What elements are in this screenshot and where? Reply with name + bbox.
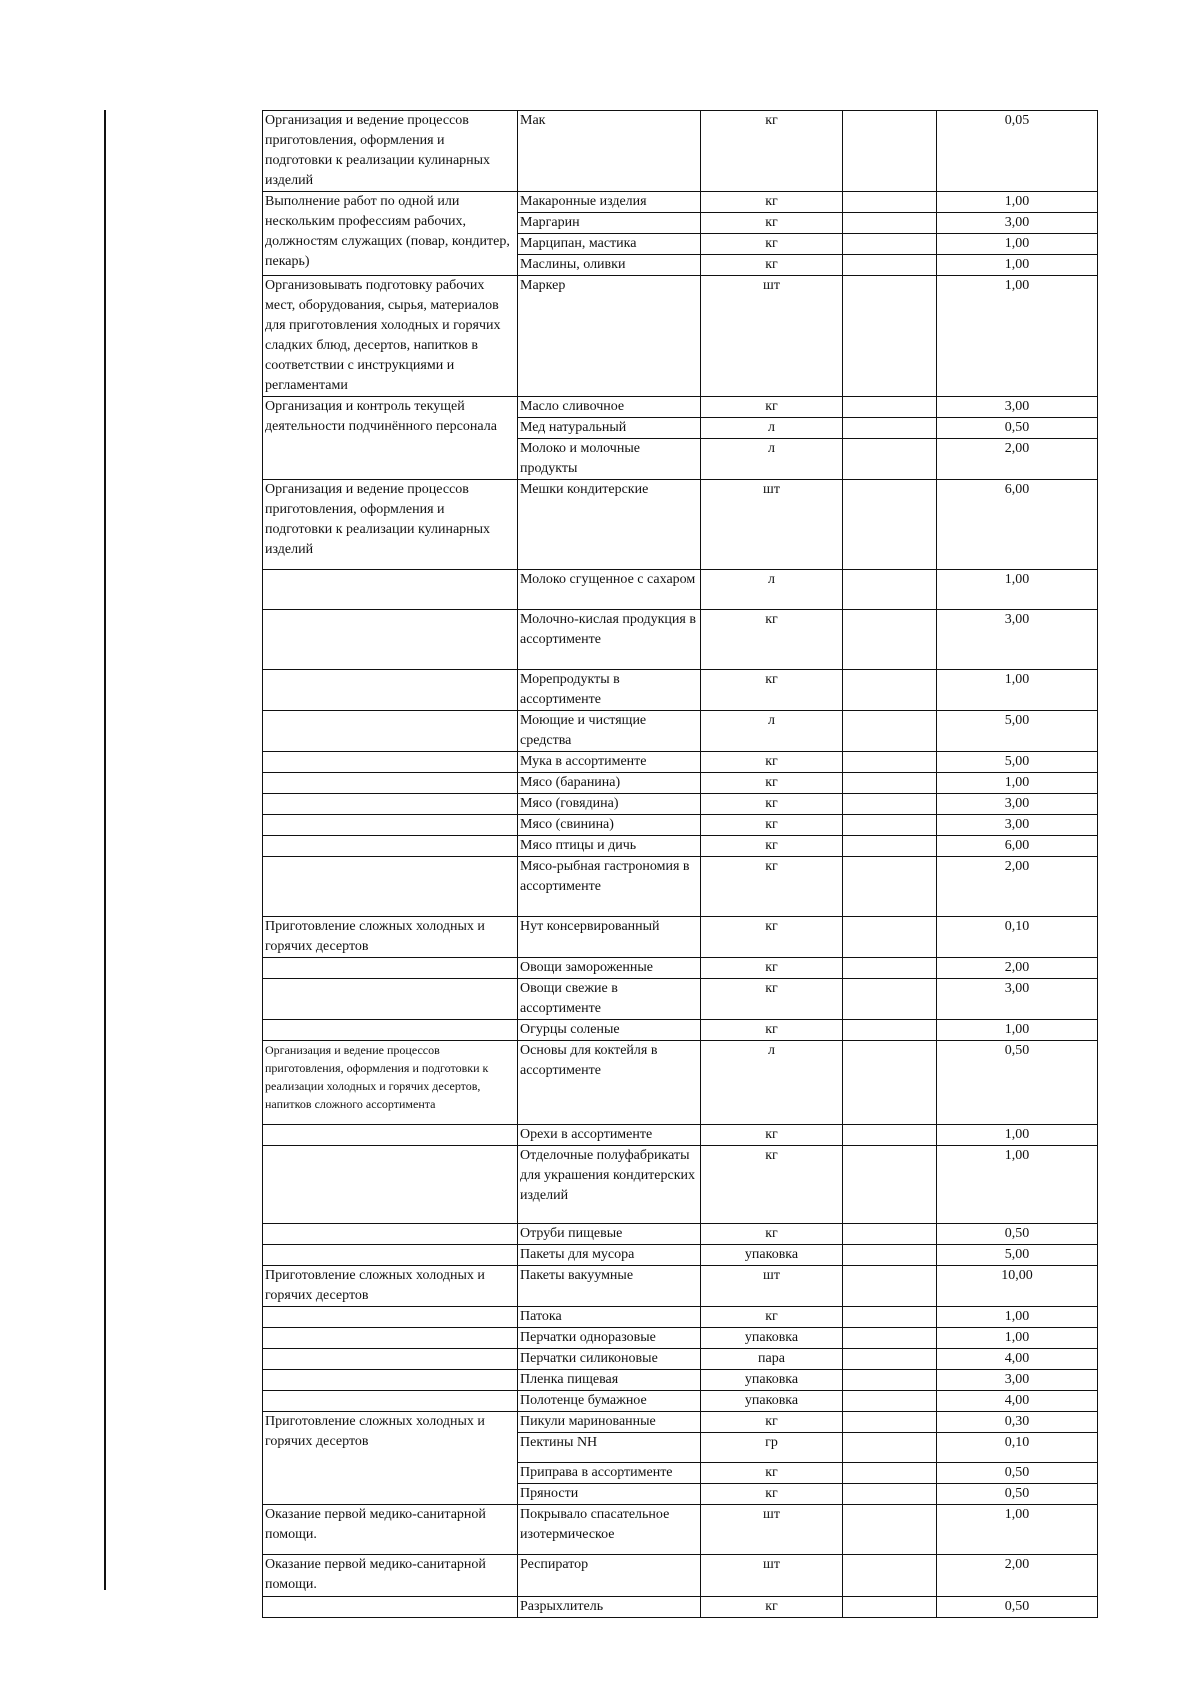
- note-cell: [843, 234, 937, 255]
- table-row: [263, 857, 1098, 917]
- section-cell: Приготовление сложных холодных и горячих десертов: [263, 917, 518, 958]
- table-row: [263, 917, 1098, 958]
- section-cell: [263, 773, 518, 794]
- note-cell: [843, 917, 937, 958]
- item-name-cell: Мука в ассортименте: [518, 752, 701, 773]
- unit-cell: шт: [701, 1555, 843, 1597]
- table-row: [263, 1412, 1098, 1433]
- table-row: [263, 815, 1098, 836]
- unit-cell: кг: [701, 111, 843, 192]
- note-cell: [843, 213, 937, 234]
- unit-cell: кг: [701, 670, 843, 711]
- item-name-cell: Молочно-кислая продукция в ассортименте: [518, 610, 701, 670]
- note-cell: [843, 1146, 937, 1224]
- quantity-cell: 5,00: [937, 711, 1098, 752]
- table-row: [263, 752, 1098, 773]
- unit-cell: упаковка: [701, 1245, 843, 1266]
- quantity-cell: 2,00: [937, 958, 1098, 979]
- section-cell: [263, 958, 518, 979]
- item-name-cell: Пакеты для мусора: [518, 1245, 701, 1266]
- quantity-cell: 3,00: [937, 979, 1098, 1020]
- note-cell: [843, 752, 937, 773]
- note-cell: [843, 570, 937, 610]
- item-name-cell: Мак: [518, 111, 701, 192]
- unit-cell: кг: [701, 1125, 843, 1146]
- table-row: [263, 711, 1098, 752]
- table-row: [263, 1245, 1098, 1266]
- item-name-cell: Мясо (баранина): [518, 773, 701, 794]
- quantity-cell: 1,00: [937, 276, 1098, 397]
- unit-cell: л: [701, 1041, 843, 1125]
- quantity-cell: 0,10: [937, 917, 1098, 958]
- note-cell: [843, 480, 937, 570]
- table-row: [263, 1266, 1098, 1307]
- unit-cell: упаковка: [701, 1328, 843, 1349]
- unit-cell: кг: [701, 1224, 843, 1245]
- quantity-cell: 1,00: [937, 1125, 1098, 1146]
- quantity-cell: 0,50: [937, 1597, 1098, 1618]
- item-name-cell: Марципан, мастика: [518, 234, 701, 255]
- section-cell: [263, 1020, 518, 1041]
- item-name-cell: Отруби пищевые: [518, 1224, 701, 1245]
- section-cell: [263, 570, 518, 610]
- unit-cell: кг: [701, 192, 843, 213]
- section-cell: Оказание первой медико-санитарной помощи.: [263, 1555, 518, 1597]
- quantity-cell: 4,00: [937, 1391, 1098, 1412]
- item-name-cell: Патока: [518, 1307, 701, 1328]
- supply-table: [262, 110, 1098, 1618]
- note-cell: [843, 276, 937, 397]
- note-cell: [843, 836, 937, 857]
- unit-cell: упаковка: [701, 1391, 843, 1412]
- item-name-cell: Масло сливочное: [518, 397, 701, 418]
- note-cell: [843, 1555, 937, 1597]
- section-cell: Организовывать подготовку рабочих мест, оборудования, сырья, материалов для приготовления холодных и горячих сладких блюд, десертов, напитков в соответствии с инструкциями и регламентами: [263, 276, 518, 397]
- item-name-cell: Пакеты вакуумные: [518, 1266, 701, 1307]
- quantity-cell: 0,50: [937, 1463, 1098, 1484]
- table-row: [263, 397, 1098, 418]
- quantity-cell: 3,00: [937, 610, 1098, 670]
- section-cell: [263, 857, 518, 917]
- section-cell: [263, 836, 518, 857]
- table-row: [263, 1020, 1098, 1041]
- table-row: [263, 1505, 1098, 1555]
- item-name-cell: Пикули маринованные: [518, 1412, 701, 1433]
- unit-cell: кг: [701, 794, 843, 815]
- quantity-cell: 1,00: [937, 1505, 1098, 1555]
- section-cell: Приготовление сложных холодных и горячих десертов: [263, 1412, 518, 1505]
- item-name-cell: Мясо-рыбная гастрономия в ассортименте: [518, 857, 701, 917]
- table-row: [263, 276, 1098, 397]
- unit-cell: шт: [701, 480, 843, 570]
- note-cell: [843, 418, 937, 439]
- table-row: [263, 1146, 1098, 1224]
- note-cell: [843, 773, 937, 794]
- note-cell: [843, 794, 937, 815]
- note-cell: [843, 1266, 937, 1307]
- quantity-cell: 1,00: [937, 670, 1098, 711]
- section-cell: [263, 1328, 518, 1349]
- section-cell: Организация и контроль текущей деятельности подчинённого персонала: [263, 397, 518, 480]
- item-name-cell: Макаронные изделия: [518, 192, 701, 213]
- quantity-cell: 10,00: [937, 1266, 1098, 1307]
- item-name-cell: Пектины NH: [518, 1433, 701, 1463]
- item-name-cell: Мясо (свинина): [518, 815, 701, 836]
- table-row: [263, 480, 1098, 570]
- note-cell: [843, 979, 937, 1020]
- quantity-cell: 6,00: [937, 480, 1098, 570]
- note-cell: [843, 1370, 937, 1391]
- note-cell: [843, 255, 937, 276]
- table-row: [263, 794, 1098, 815]
- item-name-cell: Приправа в ассортименте: [518, 1463, 701, 1484]
- section-cell: [263, 1370, 518, 1391]
- note-cell: [843, 1484, 937, 1505]
- unit-cell: кг: [701, 1146, 843, 1224]
- table-row: [263, 570, 1098, 610]
- unit-cell: гр: [701, 1433, 843, 1463]
- item-name-cell: Респиратор: [518, 1555, 701, 1597]
- section-cell: [263, 815, 518, 836]
- note-cell: [843, 192, 937, 213]
- unit-cell: кг: [701, 255, 843, 276]
- note-cell: [843, 1349, 937, 1370]
- quantity-cell: 0,05: [937, 111, 1098, 192]
- note-cell: [843, 397, 937, 418]
- table-row: [263, 610, 1098, 670]
- table-row: [263, 979, 1098, 1020]
- quantity-cell: 3,00: [937, 397, 1098, 418]
- quantity-cell: 2,00: [937, 439, 1098, 480]
- item-name-cell: Перчатки одноразовые: [518, 1328, 701, 1349]
- section-cell: Организация и ведение процессов приготовления, оформления и подготовки к реализации холодных и горячих десертов, напитков сложного ассортимента: [263, 1041, 518, 1125]
- section-cell: Организация и ведение процессов приготовления, оформления и подготовки к реализации кулинарных изделий: [263, 111, 518, 192]
- section-cell: [263, 1391, 518, 1412]
- section-cell: [263, 794, 518, 815]
- left-margin-rule: [104, 110, 106, 1590]
- note-cell: [843, 1125, 937, 1146]
- unit-cell: упаковка: [701, 1370, 843, 1391]
- note-cell: [843, 1463, 937, 1484]
- table-row: [263, 1391, 1098, 1412]
- quantity-cell: 0,50: [937, 1224, 1098, 1245]
- note-cell: [843, 711, 937, 752]
- note-cell: [843, 1307, 937, 1328]
- quantity-cell: 4,00: [937, 1349, 1098, 1370]
- table-row: [263, 1224, 1098, 1245]
- unit-cell: кг: [701, 836, 843, 857]
- quantity-cell: 3,00: [937, 815, 1098, 836]
- item-name-cell: Покрывало спасательное изотермическое: [518, 1505, 701, 1555]
- unit-cell: шт: [701, 1266, 843, 1307]
- quantity-cell: 1,00: [937, 1328, 1098, 1349]
- unit-cell: кг: [701, 1484, 843, 1505]
- quantity-cell: 3,00: [937, 794, 1098, 815]
- table-row: [263, 1349, 1098, 1370]
- quantity-cell: 1,00: [937, 192, 1098, 213]
- section-cell: Приготовление сложных холодных и горячих десертов: [263, 1266, 518, 1307]
- quantity-cell: 1,00: [937, 1307, 1098, 1328]
- item-name-cell: Маслины, оливки: [518, 255, 701, 276]
- item-name-cell: Пряности: [518, 1484, 701, 1505]
- item-name-cell: Морепродукты в ассортименте: [518, 670, 701, 711]
- table-row: [263, 1597, 1098, 1618]
- table-row: [263, 1370, 1098, 1391]
- section-cell: [263, 752, 518, 773]
- unit-cell: л: [701, 711, 843, 752]
- table-row: [263, 1328, 1098, 1349]
- unit-cell: кг: [701, 752, 843, 773]
- unit-cell: л: [701, 570, 843, 610]
- note-cell: [843, 111, 937, 192]
- note-cell: [843, 439, 937, 480]
- quantity-cell: 0,50: [937, 1484, 1098, 1505]
- item-name-cell: Молоко и молочные продукты: [518, 439, 701, 480]
- table-row: [263, 958, 1098, 979]
- quantity-cell: 1,00: [937, 570, 1098, 610]
- quantity-cell: 0,50: [937, 1041, 1098, 1125]
- note-cell: [843, 610, 937, 670]
- item-name-cell: Мясо (говядина): [518, 794, 701, 815]
- note-cell: [843, 1391, 937, 1412]
- item-name-cell: Полотенце бумажное: [518, 1391, 701, 1412]
- note-cell: [843, 1224, 937, 1245]
- table-row: [263, 192, 1098, 213]
- section-cell: [263, 610, 518, 670]
- unit-cell: кг: [701, 1020, 843, 1041]
- table-row: [263, 773, 1098, 794]
- unit-cell: кг: [701, 1463, 843, 1484]
- item-name-cell: Овощи свежие в ассортименте: [518, 979, 701, 1020]
- section-cell: [263, 1224, 518, 1245]
- section-cell: Выполнение работ по одной или нескольким профессиям рабочих, должностям служащих (повар, кондитер, пекарь): [263, 192, 518, 276]
- unit-cell: кг: [701, 234, 843, 255]
- note-cell: [843, 1020, 937, 1041]
- supply-table-body: [263, 111, 1098, 1618]
- unit-cell: шт: [701, 1505, 843, 1555]
- unit-cell: кг: [701, 917, 843, 958]
- item-name-cell: Разрыхлитель: [518, 1597, 701, 1618]
- quantity-cell: 2,00: [937, 1555, 1098, 1597]
- unit-cell: пара: [701, 1349, 843, 1370]
- unit-cell: л: [701, 418, 843, 439]
- unit-cell: кг: [701, 1307, 843, 1328]
- quantity-cell: 3,00: [937, 213, 1098, 234]
- item-name-cell: Мед натуральный: [518, 418, 701, 439]
- note-cell: [843, 1597, 937, 1618]
- section-cell: [263, 1146, 518, 1224]
- section-cell: [263, 1125, 518, 1146]
- item-name-cell: Маркер: [518, 276, 701, 397]
- item-name-cell: Орехи в ассортименте: [518, 1125, 701, 1146]
- note-cell: [843, 1412, 937, 1433]
- note-cell: [843, 857, 937, 917]
- note-cell: [843, 1505, 937, 1555]
- table-row: [263, 670, 1098, 711]
- note-cell: [843, 958, 937, 979]
- unit-cell: кг: [701, 1597, 843, 1618]
- unit-cell: кг: [701, 773, 843, 794]
- item-name-cell: Основы для коктейля в ассортименте: [518, 1041, 701, 1125]
- note-cell: [843, 670, 937, 711]
- section-cell: [263, 1597, 518, 1618]
- item-name-cell: Молоко сгущенное с сахаром: [518, 570, 701, 610]
- note-cell: [843, 815, 937, 836]
- table-row: [263, 1555, 1098, 1597]
- unit-cell: л: [701, 439, 843, 480]
- unit-cell: кг: [701, 213, 843, 234]
- unit-cell: кг: [701, 610, 843, 670]
- table-row: [263, 836, 1098, 857]
- section-cell: Организация и ведение процессов приготовления, оформления и подготовки к реализации кулинарных изделий: [263, 480, 518, 570]
- note-cell: [843, 1245, 937, 1266]
- item-name-cell: Пленка пищевая: [518, 1370, 701, 1391]
- section-cell: [263, 979, 518, 1020]
- unit-cell: кг: [701, 857, 843, 917]
- item-name-cell: Маргарин: [518, 213, 701, 234]
- item-name-cell: Нут консервированный: [518, 917, 701, 958]
- item-name-cell: Мясо птицы и дичь: [518, 836, 701, 857]
- quantity-cell: 0,50: [937, 418, 1098, 439]
- quantity-cell: 3,00: [937, 1370, 1098, 1391]
- section-cell: [263, 711, 518, 752]
- section-cell: Оказание первой медико-санитарной помощи.: [263, 1505, 518, 1555]
- table-row: [263, 1041, 1098, 1125]
- note-cell: [843, 1328, 937, 1349]
- item-name-cell: Мешки кондитерские: [518, 480, 701, 570]
- quantity-cell: 1,00: [937, 255, 1098, 276]
- unit-cell: кг: [701, 979, 843, 1020]
- section-cell: [263, 1307, 518, 1328]
- quantity-cell: 1,00: [937, 1146, 1098, 1224]
- item-name-cell: Перчатки силиконовые: [518, 1349, 701, 1370]
- quantity-cell: 0,30: [937, 1412, 1098, 1433]
- quantity-cell: 5,00: [937, 1245, 1098, 1266]
- quantity-cell: 2,00: [937, 857, 1098, 917]
- item-name-cell: Овощи замороженные: [518, 958, 701, 979]
- section-cell: [263, 1349, 518, 1370]
- item-name-cell: Огурцы соленые: [518, 1020, 701, 1041]
- quantity-cell: 5,00: [937, 752, 1098, 773]
- unit-cell: кг: [701, 815, 843, 836]
- table-row: [263, 1307, 1098, 1328]
- item-name-cell: Моющие и чистящие средства: [518, 711, 701, 752]
- quantity-cell: 1,00: [937, 773, 1098, 794]
- table-row: [263, 1125, 1098, 1146]
- quantity-cell: 1,00: [937, 234, 1098, 255]
- item-name-cell: Отделочные полуфабрикаты для украшения кондитерских изделий: [518, 1146, 701, 1224]
- quantity-cell: 1,00: [937, 1020, 1098, 1041]
- section-cell: [263, 670, 518, 711]
- section-cell: [263, 1245, 518, 1266]
- note-cell: [843, 1041, 937, 1125]
- quantity-cell: 0,10: [937, 1433, 1098, 1463]
- unit-cell: кг: [701, 397, 843, 418]
- note-cell: [843, 1433, 937, 1463]
- table-row: [263, 111, 1098, 192]
- unit-cell: кг: [701, 958, 843, 979]
- quantity-cell: 6,00: [937, 836, 1098, 857]
- unit-cell: шт: [701, 276, 843, 397]
- unit-cell: кг: [701, 1412, 843, 1433]
